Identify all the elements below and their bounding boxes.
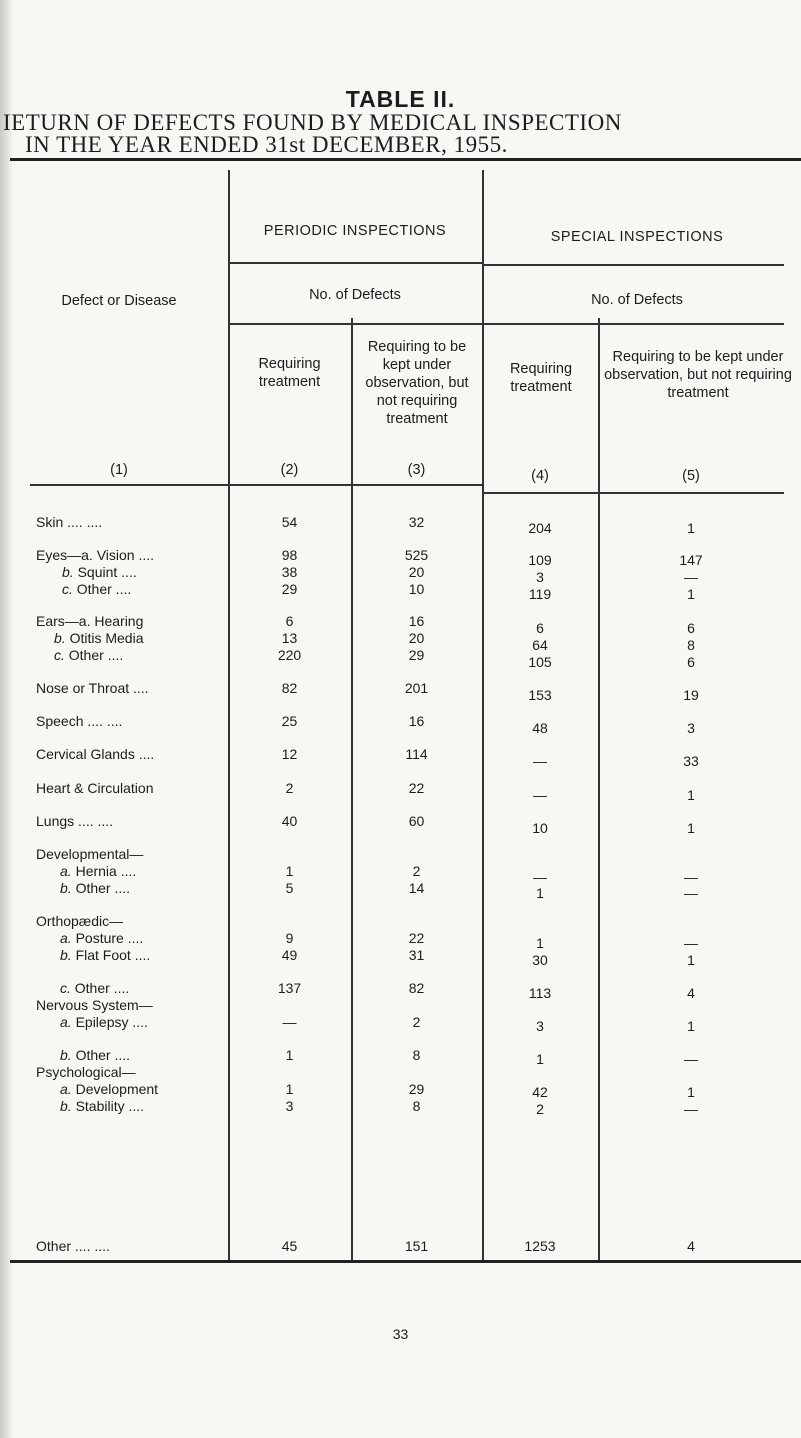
row-value-col-2: 2 [285,780,294,796]
row-value-col-4: 1253 [524,1238,556,1254]
row-label: c. Other .... [62,581,132,597]
row-value-col-2: 29 [281,581,298,597]
row-value-col-5: 19 [683,687,699,703]
header-special-inspections: SPECIAL INSPECTIONS [550,229,724,245]
row-value-col-4: 1 [536,885,544,901]
row-value-col-4: 1 [536,1051,544,1067]
header-bottom-rule-left [30,484,482,486]
row-label: b. Squint .... [62,564,137,580]
row-value-col-2: — [282,1014,297,1030]
row-label: b. Flat Foot .... [60,947,151,963]
row-value-col-3: 2 [412,863,421,879]
row-value-col-3: 29 [408,1081,425,1097]
row-value-col-2: 3 [285,1098,294,1114]
row-label: Ears—a. Hearing [36,613,144,629]
column-number-2: (2) [280,462,299,478]
bottom-rule [10,1260,801,1263]
row-value-col-2: 9 [285,930,294,946]
page-edge-shadow [0,0,12,1438]
row-value-col-3: 10 [408,581,425,597]
row-label: b. Other .... [60,1047,131,1063]
row-value-col-2: 49 [281,947,298,963]
row-value-col-5: — [684,869,698,885]
row-value-col-5: 6 [687,654,695,670]
header-requiring-treatment-special: Requiring treatment [509,361,573,395]
row-value-col-4: 64 [532,637,548,653]
row-value-col-3: 114 [405,746,428,762]
row-value-col-5: 33 [683,753,699,769]
row-value-col-3: 22 [408,780,425,796]
row-value-col-5: — [684,885,698,901]
row-value-col-2: 13 [281,630,298,646]
column-number-3: (3) [407,462,426,478]
row-label: a. Epilepsy .... [60,1014,148,1030]
header-observation-special: Requiring to be kept under observation, but not requiring treatment [604,349,792,401]
row-label: Orthopædic— [36,913,124,929]
header-rule-defects-periodic [228,323,482,325]
row-value-col-2: 1 [285,1081,294,1097]
header-periodic-inspections: PERIODIC INSPECTIONS [263,223,447,239]
row-value-col-4: 2 [536,1101,544,1117]
row-value-col-5: 1 [687,586,695,602]
row-value-col-3: 14 [408,880,425,896]
header-rule-defects-special [482,323,784,325]
row-value-col-2: 137 [277,980,302,996]
row-value-col-2: 45 [281,1238,298,1254]
header-observation-periodic: Requiring to be kept under observation, but not requiring treatment [365,339,469,427]
row-label: b. Stability .... [60,1098,145,1114]
header-requiring-treatment-periodic: Requiring treatment [258,356,321,390]
row-value-col-3: 29 [408,647,425,663]
row-label: b. Otitis Media [54,630,144,646]
row-value-col-5: 1 [687,1018,695,1034]
row-label: a. Posture .... [60,930,144,946]
row-label: c. Other .... [60,980,130,996]
row-value-col-3: 31 [408,947,425,963]
table-label: TABLE II. [345,86,456,112]
row-value-col-4: — [533,753,547,769]
row-value-col-5: 147 [679,552,703,568]
row-value-col-2: 220 [277,647,302,663]
row-value-col-3: 201 [404,680,429,696]
row-label: Speech .... .... [36,713,123,729]
table-title-line-2: IN THE YEAR ENDED 31st DECEMBER, 1955. [25,132,508,157]
row-value-col-2: 12 [281,746,298,762]
row-value-col-5: — [684,569,698,585]
row-value-col-5: — [684,1051,698,1067]
row-value-col-2: 82 [281,680,298,696]
row-value-col-3: 20 [408,564,425,580]
row-label: Cervical Glands .... [36,746,155,762]
row-value-col-3: 22 [408,930,425,946]
row-value-col-5: 1 [687,520,695,536]
row-label: Heart & Circulation [36,780,154,796]
row-value-col-3: 151 [404,1238,429,1254]
row-value-col-4: 42 [532,1084,548,1100]
row-label: a. Development [60,1081,159,1097]
row-value-col-2: 40 [281,813,298,829]
row-value-col-2: 6 [285,613,294,629]
row-value-col-3: 32 [408,514,425,530]
row-value-col-4: 204 [528,520,552,536]
row-value-col-4: 109 [528,552,552,568]
row-value-col-4: 119 [528,586,552,602]
row-value-col-3: 8 [412,1098,421,1114]
row-label: Nose or Throat .... [36,680,149,696]
row-value-col-5: 1 [687,787,695,803]
row-label: Eyes—a. Vision .... [36,547,155,563]
row-value-col-4: 113 [528,985,552,1001]
row-value-col-3: 2 [412,1014,421,1030]
row-value-col-3: 16 [408,713,425,729]
row-value-col-4: 3 [536,1018,544,1034]
row-value-col-3: 60 [408,813,425,829]
page-number: 33 [392,1326,409,1342]
column-number-5: (5) [682,468,700,484]
row-label: a. Hernia .... [60,863,137,879]
row-value-col-2: 1 [285,863,294,879]
row-label: Skin .... .... [36,514,103,530]
row-value-col-5: — [684,935,698,951]
row-value-col-4: 3 [536,569,544,585]
row-value-col-4: 10 [532,820,548,836]
row-value-col-4: 153 [528,687,552,703]
column-number-4: (4) [531,468,549,484]
row-label: Developmental— [36,846,144,862]
row-value-col-5: — [684,1101,698,1117]
row-label: Lungs .... .... [36,813,114,829]
row-value-col-4: 105 [528,654,552,670]
row-label: b. Other .... [60,880,131,896]
row-value-col-5: 3 [687,720,695,736]
row-value-col-3: 16 [408,613,425,629]
row-value-col-4: 6 [536,620,544,636]
row-value-col-4: — [533,869,547,885]
header-no-of-defects-special: No. of Defects [591,292,683,308]
row-value-col-3: 525 [404,547,429,563]
row-value-col-4: 48 [532,720,548,736]
header-defect-or-disease: Defect or Disease [61,293,177,309]
row-value-col-3: 20 [408,630,425,646]
row-value-col-4: — [533,787,547,803]
row-value-col-2: 98 [281,547,298,563]
row-value-col-2: 25 [281,713,298,729]
header-no-of-defects-periodic: No. of Defects [309,287,401,303]
row-label: Other .... .... [36,1238,110,1254]
row-value-col-4: 30 [532,952,548,968]
row-value-col-2: 38 [281,564,298,580]
row-value-col-2: 1 [285,1047,294,1063]
header-rule-periodic [228,262,482,264]
row-value-col-4: 1 [536,935,544,951]
row-value-col-5: 6 [687,620,695,636]
row-label: c. Other .... [54,647,124,663]
row-value-col-5: 4 [687,1238,695,1254]
header-rule-special [482,264,784,266]
row-value-col-5: 4 [687,985,695,1001]
header-bottom-rule-right [482,492,784,494]
row-value-col-3: 82 [408,980,425,996]
row-label: Nervous System— [36,997,153,1013]
column-number-1: (1) [110,462,128,478]
row-label: Psychological— [36,1064,136,1080]
row-value-col-3: 8 [412,1047,421,1063]
row-value-col-5: 8 [687,637,695,653]
row-value-col-2: 5 [285,880,294,896]
top-rule [10,158,801,161]
row-value-col-2: 54 [281,514,298,530]
row-value-col-5: 1 [687,952,695,968]
row-value-col-5: 1 [687,820,695,836]
row-value-col-5: 1 [687,1084,695,1100]
table-title-line-1: IETURN OF DEFECTS FOUND BY MEDICAL INSPECTION [3,110,622,135]
